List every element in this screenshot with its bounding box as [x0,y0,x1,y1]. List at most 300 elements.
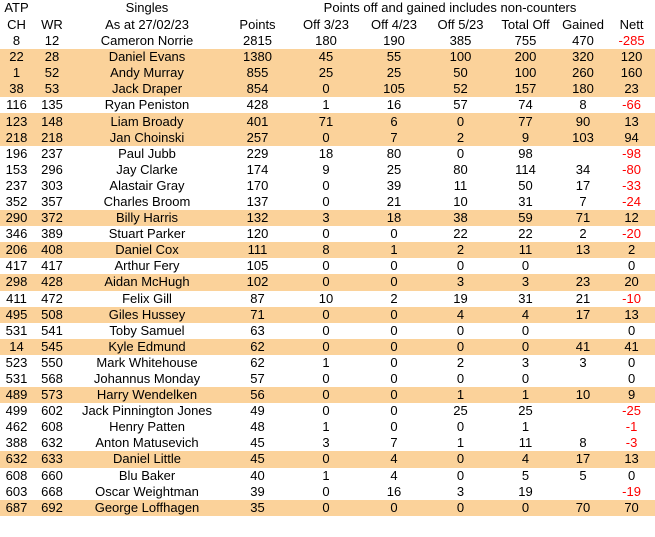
table-row [0,355,655,371]
table-row [0,339,655,355]
cell-off-4-23: 6 [360,113,428,129]
cell-player-name: Felix Gill [122,290,172,306]
cell-player-name: Jack Pinnington Jones [81,403,213,419]
table-row [0,65,655,81]
cell-off-5-23: 19 [453,290,468,306]
cell-off-4-23: 39 [386,177,402,193]
cell-player-name: Henry Patten [109,419,185,435]
cell-nett: 20 [608,274,655,290]
table-row [0,258,655,274]
cell-wr: 372 [33,210,71,226]
cell-off-5-23: 3 [428,274,493,290]
cell-gained: 10 [558,387,608,403]
col-header-points: Points [239,16,276,32]
col-header-off4: Off 4/23 [370,16,417,32]
cell-off-3-23: 0 [292,387,360,403]
cell-gained: 260 [558,65,608,81]
cell-nett: -80 [622,161,641,177]
cell-off-4-23: 21 [386,193,402,209]
cell-points: 39 [250,483,265,499]
cell-gained: 470 [572,33,594,49]
cell-ch: 499 [5,403,28,419]
cell-off-4-23: 1 [360,242,428,258]
cell-off-5-23: 52 [428,81,493,97]
cell-off-4-23: 0 [360,307,428,323]
cell-off-5-23: 0 [428,339,493,355]
cell-player-name: Ryan Peniston [104,97,190,113]
cell-off-3-23: 1 [322,419,330,435]
table-row [0,291,655,307]
table-row [0,371,655,387]
cell-points: 49 [250,403,265,419]
table-row [0,387,655,403]
cell-nett: -33 [622,177,641,193]
cell-off-5-23: 11 [453,177,468,193]
cell-points: 45 [223,451,292,467]
cell-nett: 160 [608,65,655,81]
cell-gained: 41 [558,339,608,355]
cell-wr: 550 [41,354,63,370]
cell-gained: 320 [558,49,608,65]
col-header-off3: Off 3/23 [302,16,349,32]
table-row [0,210,655,226]
cell-off-4-23: 0 [360,387,428,403]
cell-wr: 357 [41,193,63,209]
cell-total-off: 0 [493,339,558,355]
cell-points: 62 [223,339,292,355]
table-row [0,81,655,97]
cell-wr: 303 [41,177,63,193]
cell-nett: -285 [618,33,645,49]
cell-total-off: 4 [493,307,558,323]
cell-wr: 52 [33,65,71,81]
cell-points: 1380 [223,49,292,65]
cell-player-name: Harry Wendelken [71,387,223,403]
cell-gained: 13 [558,242,608,258]
cell-total-off: 3 [493,274,558,290]
table-row [0,226,655,242]
cell-total-off: 9 [493,130,558,146]
cell-gained [558,484,608,500]
cell-gained [558,403,608,419]
cell-player-name: Billy Harris [71,210,223,226]
cell-off-5-23: 2 [428,130,493,146]
cell-off-3-23: 0 [322,403,330,419]
cell-off-4-23: 0 [360,274,428,290]
cell-nett: 0 [627,258,636,274]
cell-ch: 237 [5,177,28,193]
cell-total-off: 1 [521,419,530,435]
cell-wr: 472 [41,290,63,306]
cell-total-off: 25 [518,403,533,419]
cell-player-name: George Loffhagen [71,500,223,516]
cell-off-4-23: 0 [360,339,428,355]
col-header-total-off: Total Off [501,16,550,32]
cell-ch: 196 [5,145,28,161]
table-row [0,419,655,435]
cell-off-3-23: 3 [322,435,330,451]
cell-wr: 692 [33,500,71,516]
cell-points: 40 [250,467,265,483]
cell-points: 57 [250,371,265,387]
table-row [0,33,655,49]
cell-wr: 12 [44,33,60,49]
cell-off-4-23: 25 [360,65,428,81]
table-row [0,484,655,500]
cell-nett: -19 [622,483,641,499]
cell-total-off: 0 [521,258,530,274]
cell-ch: 531 [5,322,28,338]
cell-off-4-23: 2 [390,290,398,306]
cell-gained: 70 [558,500,608,516]
cell-off-5-23: 80 [453,161,468,177]
table-row [0,97,655,113]
cell-wr: 545 [33,339,71,355]
cell-off-4-23: 0 [360,500,428,516]
cell-total-off: 11 [518,435,533,451]
cell-ch: 14 [0,339,33,355]
cell-off-3-23: 0 [322,177,330,193]
cell-points: 855 [223,65,292,81]
table-row [0,162,655,178]
cell-gained: 17 [558,307,608,323]
table-row [0,146,655,162]
cell-wr: 28 [33,49,71,65]
cell-wr: 417 [41,258,63,274]
cell-off-4-23: 80 [386,145,402,161]
cell-points: 87 [250,290,265,306]
cell-points: 120 [246,226,269,242]
cell-total-off: 0 [521,371,530,387]
table-row [0,323,655,339]
cell-off-4-23: 25 [386,161,402,177]
cell-off-5-23: 3 [456,483,465,499]
cell-wr: 660 [41,467,63,483]
cell-total-off: 0 [521,322,530,338]
cell-gained: 90 [558,113,608,129]
cell-nett: 9 [608,387,655,403]
header-row-2 [0,17,655,34]
cell-nett: 23 [608,81,655,97]
cell-total-off: 1 [493,387,558,403]
cell-wr: 573 [33,387,71,403]
cell-off-5-23: 0 [428,500,493,516]
cell-nett: 0 [627,354,636,370]
cell-off-4-23: 7 [390,435,398,451]
cell-nett: -10 [622,290,641,306]
cell-nett: 2 [608,242,655,258]
cell-nett: 0 [627,467,636,483]
cell-total-off: 31 [518,193,533,209]
cell-off-3-23: 25 [292,65,360,81]
cell-off-3-23: 1 [322,97,330,113]
cell-gained: 8 [579,435,587,451]
cell-total-off: 3 [521,354,530,370]
cell-off-4-23: 0 [390,322,398,338]
cell-player-name: Anton Matusevich [95,435,199,451]
cell-player-name: Cameron Norrie [100,33,194,49]
cell-ch: 603 [5,483,28,499]
cell-off-3-23: 180 [315,33,337,49]
cell-total-off: 31 [518,290,533,306]
cell-player-name: Aidan McHugh [71,274,223,290]
cell-ch: 123 [0,113,33,129]
col-header-date: As at 27/02/23 [105,16,189,32]
cell-ch: 218 [0,130,33,146]
cell-gained [558,146,608,162]
cell-wr: 633 [33,451,71,467]
cell-off-5-23: 0 [428,451,493,467]
cell-off-4-23: 55 [360,49,428,65]
cell-player-name: Jay Clarke [116,161,178,177]
cell-off-3-23: 3 [292,210,360,226]
cell-gained: 3 [579,354,587,370]
cell-nett: -20 [622,226,641,242]
cell-off-4-23: 16 [386,97,402,113]
cell-off-5-23: 1 [428,387,493,403]
cell-off-4-23: 0 [390,354,398,370]
cell-wr: 602 [41,403,63,419]
cell-ch: 608 [5,467,28,483]
cell-player-name: Paul Jubb [118,145,176,161]
cell-ch: 116 [6,97,27,113]
cell-points: 257 [223,130,292,146]
cell-wr: 428 [33,274,71,290]
cell-off-5-23: 2 [428,242,493,258]
cell-ch: 352 [5,193,28,209]
cell-off-5-23: 10 [453,193,468,209]
cell-off-3-23: 0 [292,274,360,290]
cell-gained: 23 [558,274,608,290]
table-row [0,500,655,516]
cell-points: 428 [246,97,269,113]
cell-player-name: Toby Samuel [109,322,185,338]
cell-total-off: 114 [515,161,536,177]
cell-total-off: 5 [521,467,530,483]
table-body [0,33,655,516]
cell-off-3-23: 0 [322,226,330,242]
cell-off-5-23: 0 [428,113,493,129]
cell-gained: 17 [558,451,608,467]
cell-ch: 38 [0,81,33,97]
cell-gained [558,258,608,274]
cell-player-name: Jack Draper [71,81,223,97]
cell-player-name: Daniel Evans [71,49,223,65]
cell-ch: 298 [0,274,33,290]
cell-points: 132 [223,210,292,226]
cell-ch: 206 [0,242,33,258]
cell-total-off: 0 [493,500,558,516]
cell-player-name: Daniel Little [71,451,223,467]
cell-nett: 94 [608,130,655,146]
cell-off-5-23: 0 [456,467,465,483]
cell-nett: -3 [625,435,638,451]
cell-player-name: Charles Broom [103,193,191,209]
cell-ch: 687 [0,500,33,516]
cell-wr: 568 [41,371,63,387]
table-row [0,49,655,65]
cell-wr: 296 [41,161,63,177]
cell-player-name: Daniel Cox [71,242,223,258]
cell-total-off: 755 [514,33,537,49]
cell-gained: 7 [579,193,587,209]
cell-gained: 2 [579,226,587,242]
cell-gained: 21 [575,290,591,306]
table-row [0,403,655,419]
cell-ch: 388 [5,435,28,451]
cell-off-5-23: 100 [428,49,493,65]
cell-gained: 5 [579,467,587,483]
cell-nett: -24 [622,193,641,209]
cell-nett: -25 [622,403,641,419]
col-header-wr: WR [41,16,63,32]
table-row [0,451,655,467]
cell-off-3-23: 0 [292,81,360,97]
cell-total-off: 4 [493,451,558,467]
cell-off-4-23: 18 [360,210,428,226]
table-row [0,435,655,451]
cell-player-name: Liam Broady [71,113,223,129]
cell-ch: 346 [5,226,28,242]
cell-total-off: 200 [493,49,558,65]
cell-points: 48 [250,419,265,435]
cell-wr: 389 [41,226,63,242]
cell-off-3-23: 0 [292,339,360,355]
cell-points: 45 [250,435,265,451]
col-header-off5: Off 5/23 [437,16,484,32]
cell-gained [558,419,608,435]
cell-ch: 8 [12,33,21,49]
cell-nett: 12 [608,210,655,226]
cell-player-name: Blu Baker [118,467,176,483]
cell-off-4-23: 0 [390,403,398,419]
table-row [0,130,655,146]
cell-points: 35 [223,500,292,516]
table-row [0,242,655,258]
cell-off-3-23: 0 [322,258,330,274]
cell-ch: 1 [0,65,33,81]
cell-off-3-23: 1 [322,354,330,370]
cell-total-off: 157 [493,81,558,97]
cell-nett: 41 [608,339,655,355]
cell-wr: 53 [33,81,71,97]
cell-ch: 632 [0,451,33,467]
cell-ch: 531 [5,371,28,387]
cell-off-5-23: 0 [456,371,465,387]
cell-wr: 668 [41,483,63,499]
cell-off-5-23: 0 [456,419,465,435]
cell-points: 137 [246,193,269,209]
cell-player-name: Arthur Fery [114,258,180,274]
cell-points: 174 [246,161,269,177]
cell-nett: 13 [608,451,655,467]
cell-player-name: Mark Whitehouse [96,354,198,370]
cell-gained: 8 [579,97,587,113]
cell-nett: -1 [625,419,638,435]
cell-points: 56 [223,387,292,403]
cell-off-4-23: 105 [360,81,428,97]
cell-off-5-23: 25 [453,403,468,419]
cell-off-4-23: 0 [390,226,398,242]
cell-wr: 541 [41,322,63,338]
cell-off-4-23: 7 [360,130,428,146]
cell-off-3-23: 8 [292,242,360,258]
cell-ch: 290 [0,210,33,226]
cell-off-4-23: 190 [383,33,405,49]
cell-total-off: 74 [518,97,533,113]
cell-player-name: Alastair Gray [109,177,185,193]
cell-nett: 13 [608,113,655,129]
cell-points: 63 [250,322,265,338]
cell-nett: 0 [627,322,636,338]
cell-nett: 13 [608,307,655,323]
cell-wr: 218 [33,130,71,146]
table-row [0,194,655,210]
cell-ch: 523 [5,354,28,370]
col-header-ch: CH [7,16,26,32]
cell-off-4-23: 4 [390,467,398,483]
cell-off-5-23: 2 [456,354,465,370]
cell-off-3-23: 71 [292,113,360,129]
cell-ch: 495 [0,307,33,323]
cell-gained: 103 [558,130,608,146]
cell-wr: 632 [41,435,63,451]
cell-off-3-23: 0 [322,483,330,499]
cell-total-off: 19 [518,483,533,499]
cell-nett: -98 [622,145,641,161]
cell-points: 854 [223,81,292,97]
cell-ch: 411 [6,290,27,306]
table-row [0,113,655,129]
cell-off-4-23: 16 [386,483,402,499]
cell-total-off: 59 [493,210,558,226]
cell-points: 2815 [243,33,272,49]
cell-player-name: Stuart Parker [108,226,186,242]
cell-off-5-23: 4 [428,307,493,323]
cell-wr: 608 [41,419,63,435]
cell-total-off: 50 [518,177,533,193]
cell-off-4-23: 0 [390,258,398,274]
cell-ch: 153 [5,161,28,177]
cell-off-3-23: 18 [318,145,334,161]
cell-ch: 417 [5,258,28,274]
cell-player-name: Giles Hussey [71,307,223,323]
cell-off-5-23: 57 [453,97,468,113]
cell-off-5-23: 1 [456,435,465,451]
table-row [0,274,655,290]
cell-off-5-23: 0 [456,322,465,338]
table-row [0,468,655,484]
cell-off-3-23: 10 [318,290,334,306]
singles-heading: Singles [125,0,169,16]
col-header-gained: Gained [562,16,604,32]
cell-total-off: 11 [493,242,558,258]
cell-points: 401 [223,113,292,129]
cell-points: 229 [246,145,269,161]
cell-player-name: Jan Choinski [71,130,223,146]
cell-off-3-23: 0 [292,307,360,323]
cell-wr: 148 [33,113,71,129]
points-note-heading: Points off and gained includes non-counters [323,0,577,16]
cell-off-5-23: 38 [428,210,493,226]
cell-wr: 408 [33,242,71,258]
cell-off-5-23: 22 [453,226,468,242]
cell-off-4-23: 0 [390,371,398,387]
atp-heading: ATP [4,0,29,16]
cell-off-5-23: 0 [456,258,465,274]
cell-total-off: 98 [518,145,533,161]
cell-points: 170 [246,177,269,193]
